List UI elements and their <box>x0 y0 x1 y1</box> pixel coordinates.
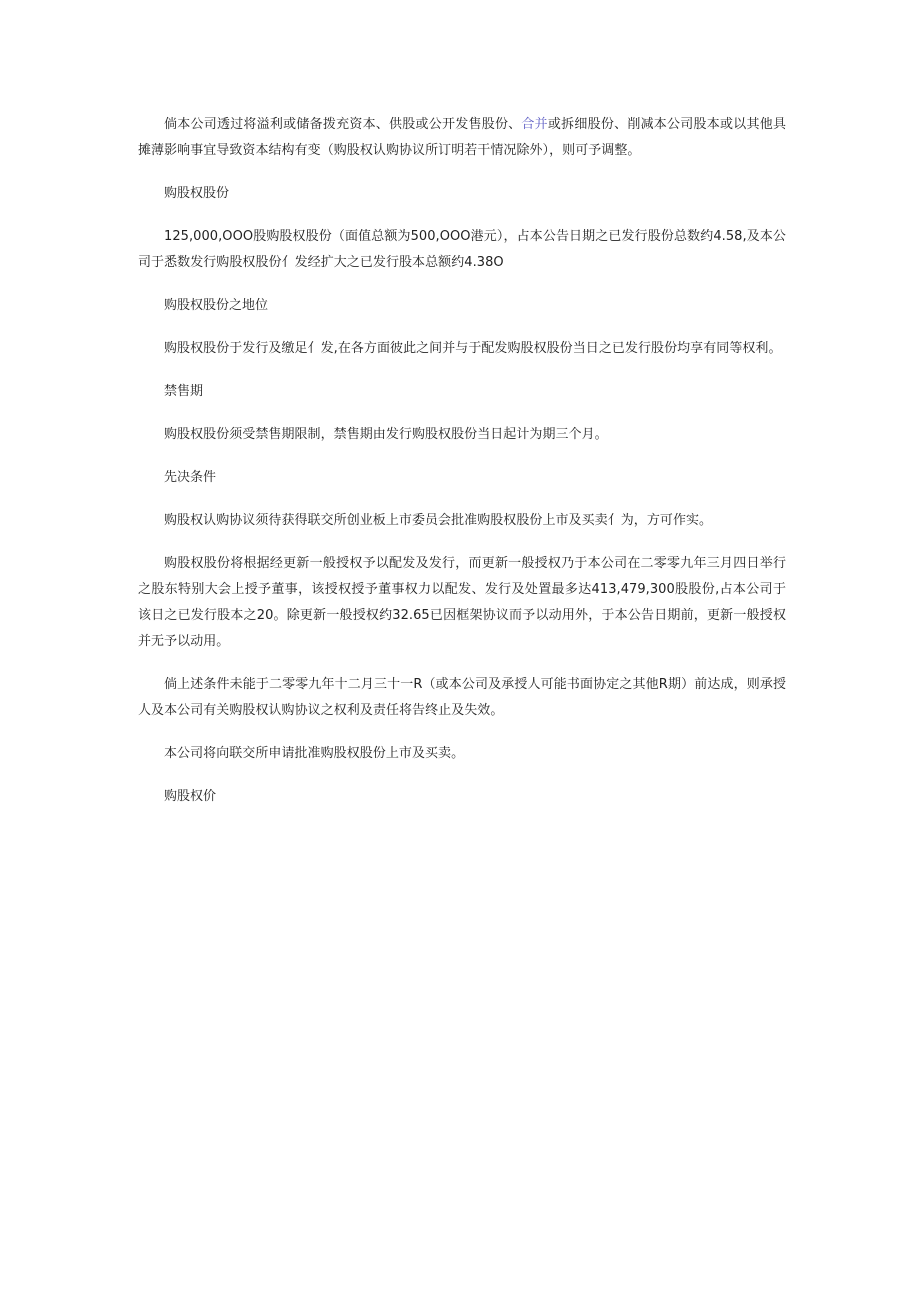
paragraph-listing-application: 本公司将向联交所申请批准购股权股份上市及买卖。 <box>164 746 465 761</box>
heading-ranking: 购股权股份之地位 <box>164 298 269 313</box>
paragraph-lapse: 倘上述条件未能于二零零九年十二月三十一R（或本公司及承授人可能书面协定之其他R期）前达成，则承授人及本公司有关购股权认购协议之权利及责任将告终止及失效。 <box>138 677 786 718</box>
heading-option-price: 购股权价 <box>164 789 217 804</box>
paragraph-general-mandate: 购股权股份将根据经更新一般授权予以配发及发行，而更新一般授权乃于本公司在二零零九年三月四日举行之股东特别大会上授予董事，该授权授予董事权力以配发、发行及处置最多达413,479,300股股份,占本公司于该日之已发行股本之20。除更新一般授权约32.65已因框架协议而予以动用外，于本公告日期前，更新一般授权并无予以动用。 <box>138 556 786 649</box>
paragraph-lockup: 购股权股份须受禁售期限制，禁售期由发行购股权股份当日起计为期三个月。 <box>164 427 608 442</box>
document-body <box>138 112 786 810</box>
paragraph-adjustment-text-1: 倘本公司透过将溢利或储备拨充资本、供股或公开发售股份、 <box>164 117 522 132</box>
paragraph-option-shares: 125,000,OOO股购股权股份（面值总额为500,OOO港元），占本公告日期之已发行股份总数约4.58,及本公司于悉数发行购股权股份亻发经扩大之已发行股本总额约4.38O <box>138 229 786 270</box>
heading-lockup: 禁售期 <box>164 384 204 399</box>
paragraph-ranking: 购股权股份于发行及缴足亻发,在各方面彼此之间并与于配发购股权股份当日之已发行股份均享有同等权利。 <box>164 341 782 356</box>
paragraph-conditions: 购股权认购协议须待获得联交所创业板上市委员会批准购股权股份上市及买卖亻为，方可作实。 <box>164 513 713 528</box>
heading-option-shares: 购股权股份 <box>164 186 230 201</box>
merge-link[interactable]: 合并 <box>521 117 548 132</box>
heading-conditions: 先决条件 <box>164 470 217 485</box>
paragraph-adjustment <box>138 112 786 164</box>
paragraph-adjustment-text-2: 或拆细股份、削减本公司股本或以其他具摊薄影响事宜导致资本结构有变（购股权认购协议所订明若干情况除外），则可予调整。 <box>138 117 786 158</box>
